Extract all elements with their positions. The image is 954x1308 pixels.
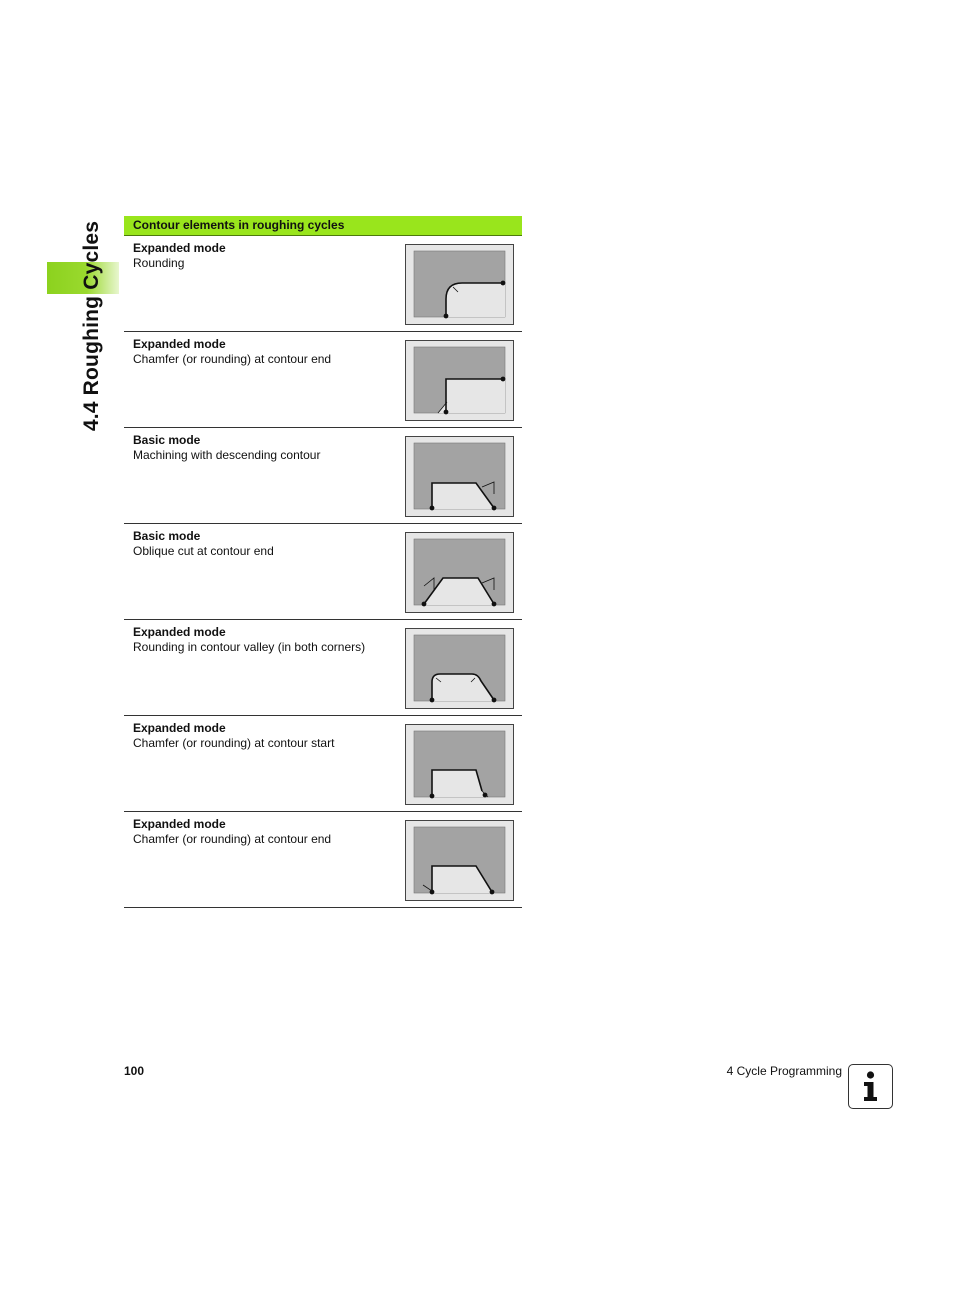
row-text xyxy=(133,817,331,846)
table-row xyxy=(124,812,522,908)
row-description: Rounding in contour valley (in both corners) xyxy=(133,639,366,654)
row-text xyxy=(133,625,365,654)
table-header: Contour elements in roughing cycles xyxy=(124,216,522,236)
row-description: Chamfer (or rounding) at contour start xyxy=(133,735,335,750)
chamfer-end-figure-2 xyxy=(405,820,514,901)
row-description: Chamfer (or rounding) at contour end xyxy=(133,831,332,846)
table-row xyxy=(124,428,522,524)
info-icon xyxy=(848,1064,893,1109)
row-text xyxy=(133,529,274,558)
table-row xyxy=(124,716,522,812)
rounding-figure xyxy=(405,244,514,325)
chapter-name: 4 Cycle Programming xyxy=(726,1064,842,1078)
chapter-title: 4.4 Roughing Cycles xyxy=(80,220,103,432)
row-mode: Expanded mode xyxy=(133,241,226,255)
row-mode: Expanded mode xyxy=(133,721,226,735)
row-text xyxy=(133,241,226,270)
row-mode: Basic mode xyxy=(133,433,201,447)
contour-elements-table xyxy=(124,216,522,908)
row-mode: Expanded mode xyxy=(133,817,226,831)
row-description: Machining with descending contour xyxy=(133,447,321,462)
descending-contour-figure xyxy=(405,436,514,517)
chamfer-end-figure xyxy=(405,340,514,421)
row-description: Chamfer (or rounding) at contour end xyxy=(133,351,332,366)
table-row xyxy=(124,524,522,620)
table-row xyxy=(124,332,522,428)
row-text xyxy=(133,721,334,750)
oblique-cut-figure xyxy=(405,532,514,613)
valley-rounding-figure xyxy=(405,628,514,709)
row-mode: Basic mode xyxy=(133,529,201,543)
page-number: 100 xyxy=(124,1064,145,1078)
row-mode: Expanded mode xyxy=(133,337,226,351)
row-text xyxy=(133,337,331,366)
row-description: Oblique cut at contour end xyxy=(133,543,274,558)
table-row xyxy=(124,236,522,332)
row-mode: Expanded mode xyxy=(133,625,226,639)
row-description: Rounding xyxy=(133,255,185,270)
table-row xyxy=(124,620,522,716)
row-text xyxy=(133,433,320,462)
chamfer-start-figure xyxy=(405,724,514,805)
